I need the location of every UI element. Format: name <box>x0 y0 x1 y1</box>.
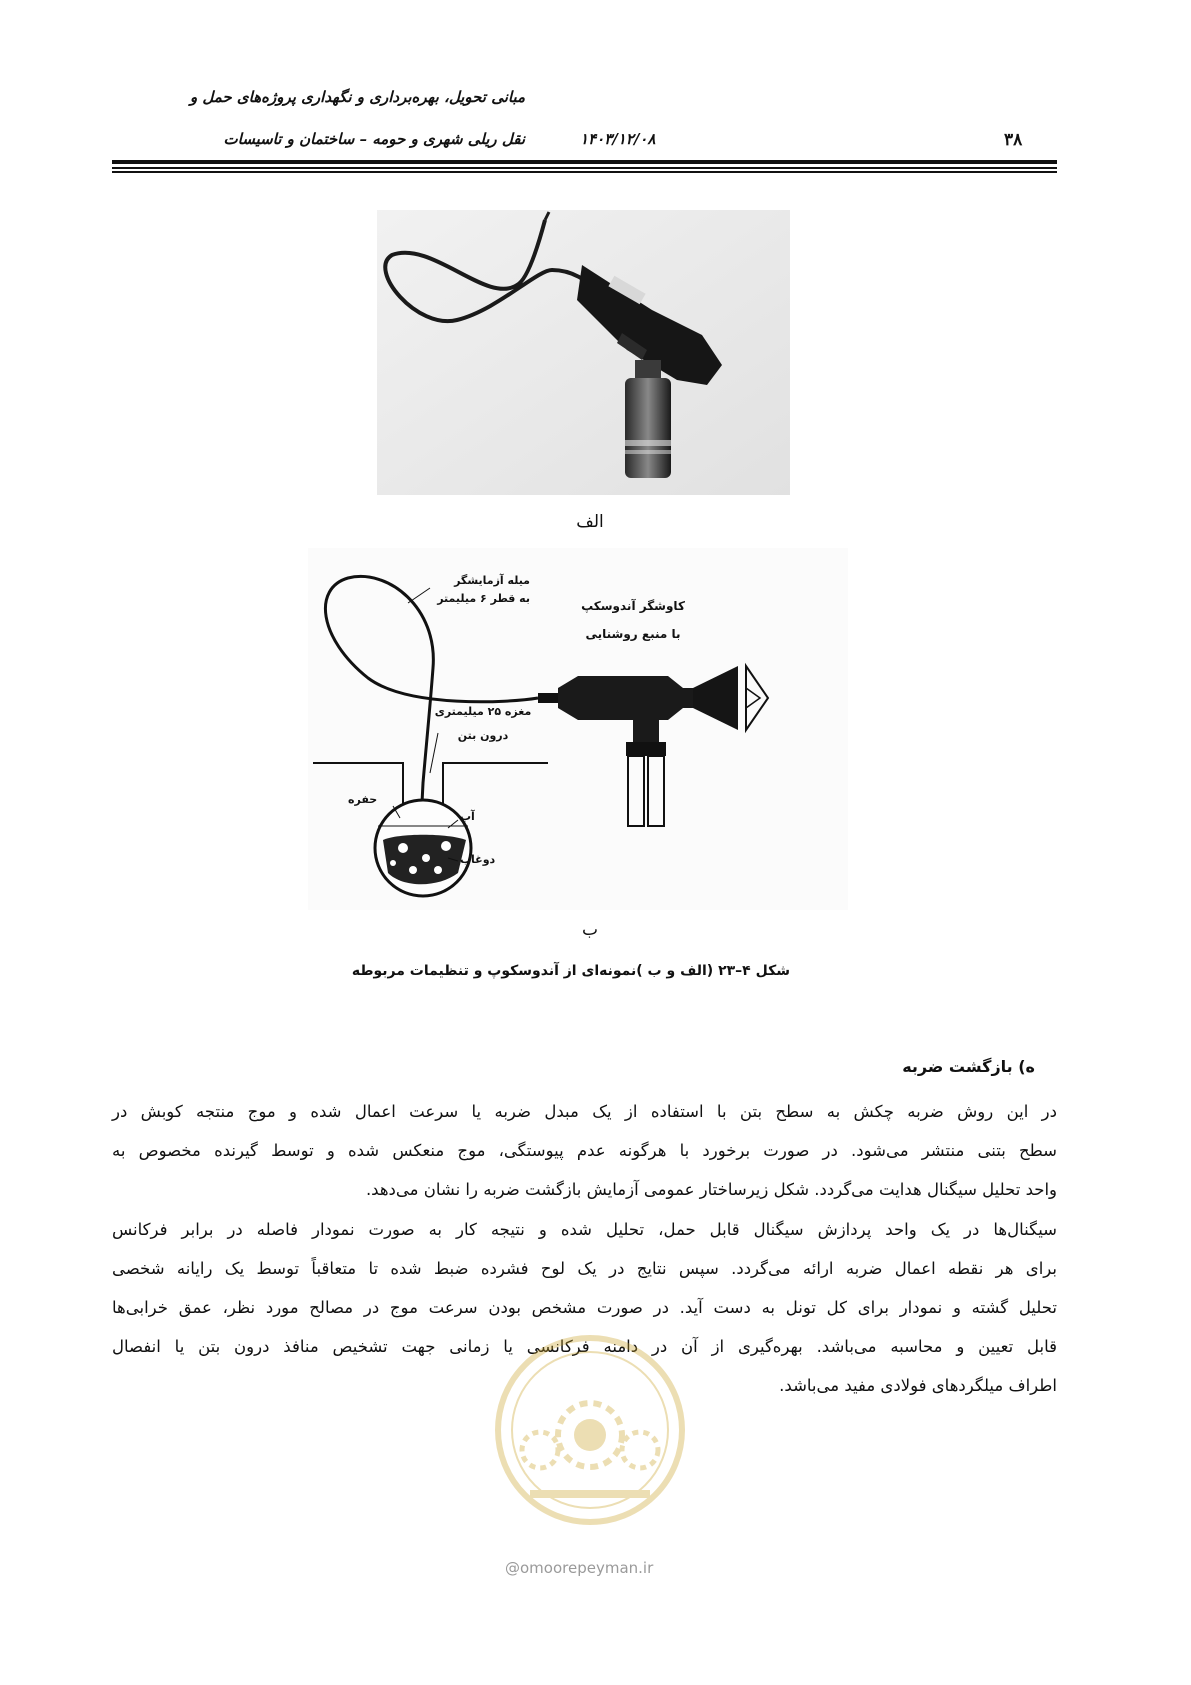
annotation-core-line1: مغزه ۲۵ میلیمتری <box>434 705 532 718</box>
header-rule-thin <box>112 167 1057 169</box>
figure-a-label: الف <box>576 512 604 532</box>
paragraph-line: در این روش ضربه چکش به سطح بتن با استفاده از یک مبدل ضربه یا سرعت اعمال شده و موج منتجه کوبش در <box>112 1102 1057 1121</box>
paragraph-line: واحد تحلیل سیگنال هدایت می‌گردد. شکل زیرساختار عمومی آزمایش بازگشت ضربه را نشان می‌دهد. <box>365 1180 1057 1199</box>
page-number: ۳۸ <box>1004 130 1023 150</box>
annotation-probe-line1: کاوشگر آندوسکپ <box>581 599 685 613</box>
paragraph-line: قابل تعیین و محاسبه می‌باشد. بهره‌گیری از آن در دامنه فرکانسی یا زمانی جهت تشخیص منافذ درون بتن یا انفصال <box>112 1337 1057 1356</box>
annotation-probe-line2: با منبع روشنایی <box>585 627 681 641</box>
figure-caption: شکل ۴–۲۳ (الف و ب )نمونه‌ای از آندوسکوپ و تنظیمات مربوطه <box>351 963 790 979</box>
header-rule-thick <box>112 160 1057 164</box>
annotation-core-line2: درون بتن <box>457 729 509 742</box>
watermark-seal <box>490 1330 690 1530</box>
paragraph-line: سطح بتنی منتشر می‌شود. در صورت برخورد با هرگونه عدم پیوستگی، موج منعکس شده و توسط گیرنده مخصوص به <box>112 1141 1057 1160</box>
paragraph-line: سیگنال‌ها در یک واحد پردازش سیگنال قابل حمل، تحلیل شده و نتیجه کار به صورت نمودار فاصله در برابر فرکانس <box>112 1220 1057 1239</box>
annotation-rod-line2: به قطر ۶ میلیمتر <box>437 592 530 605</box>
header-date: ۱۴۰۳/۱۲/۰۸ <box>580 130 656 148</box>
header-title-line2: نقل ریلی شهری و حومه – ساختمان و تاسیسات <box>223 130 525 148</box>
header-title-line1: مبانی تحویل، بهره‌برداری و نگهداری پروژه‌های حمل و <box>189 88 525 106</box>
paragraph-line: تحلیل گشته و نمودار برای کل تونل به دست آید. در صورت مشخص بودن سرعت موج در مصالح مورد نظر، عمق خرابی‌ها <box>112 1298 1057 1317</box>
header-rule-thin-2 <box>112 171 1057 173</box>
annotation-rod-line1: میله آزمایشگر <box>454 574 530 587</box>
annotation-water: آب <box>460 810 475 823</box>
figure-b-label: ب <box>581 920 598 940</box>
watermark-url: @omoorepeyman.ir <box>505 1559 654 1577</box>
figure-a-endoscope-photo <box>377 210 790 495</box>
figure-b-endoscope-diagram <box>308 548 848 910</box>
annotation-honeycomb: دوغاب <box>460 853 496 866</box>
paragraph-line: برای هر نقطه اعمال ضربه ارائه می‌گردد. سپس نتایج در یک لوح فشرده ضبط شده تا متعاقباً توسط یک رایانه شخصی <box>112 1259 1057 1278</box>
paragraph-1 <box>112 1092 1057 1209</box>
paragraph-line: اطراف میلگردهای فولادی مفید می‌باشد. <box>779 1376 1057 1395</box>
section-heading: ه) بازگشت ضربه <box>902 1057 1035 1076</box>
annotation-hole: حفره <box>348 793 378 806</box>
